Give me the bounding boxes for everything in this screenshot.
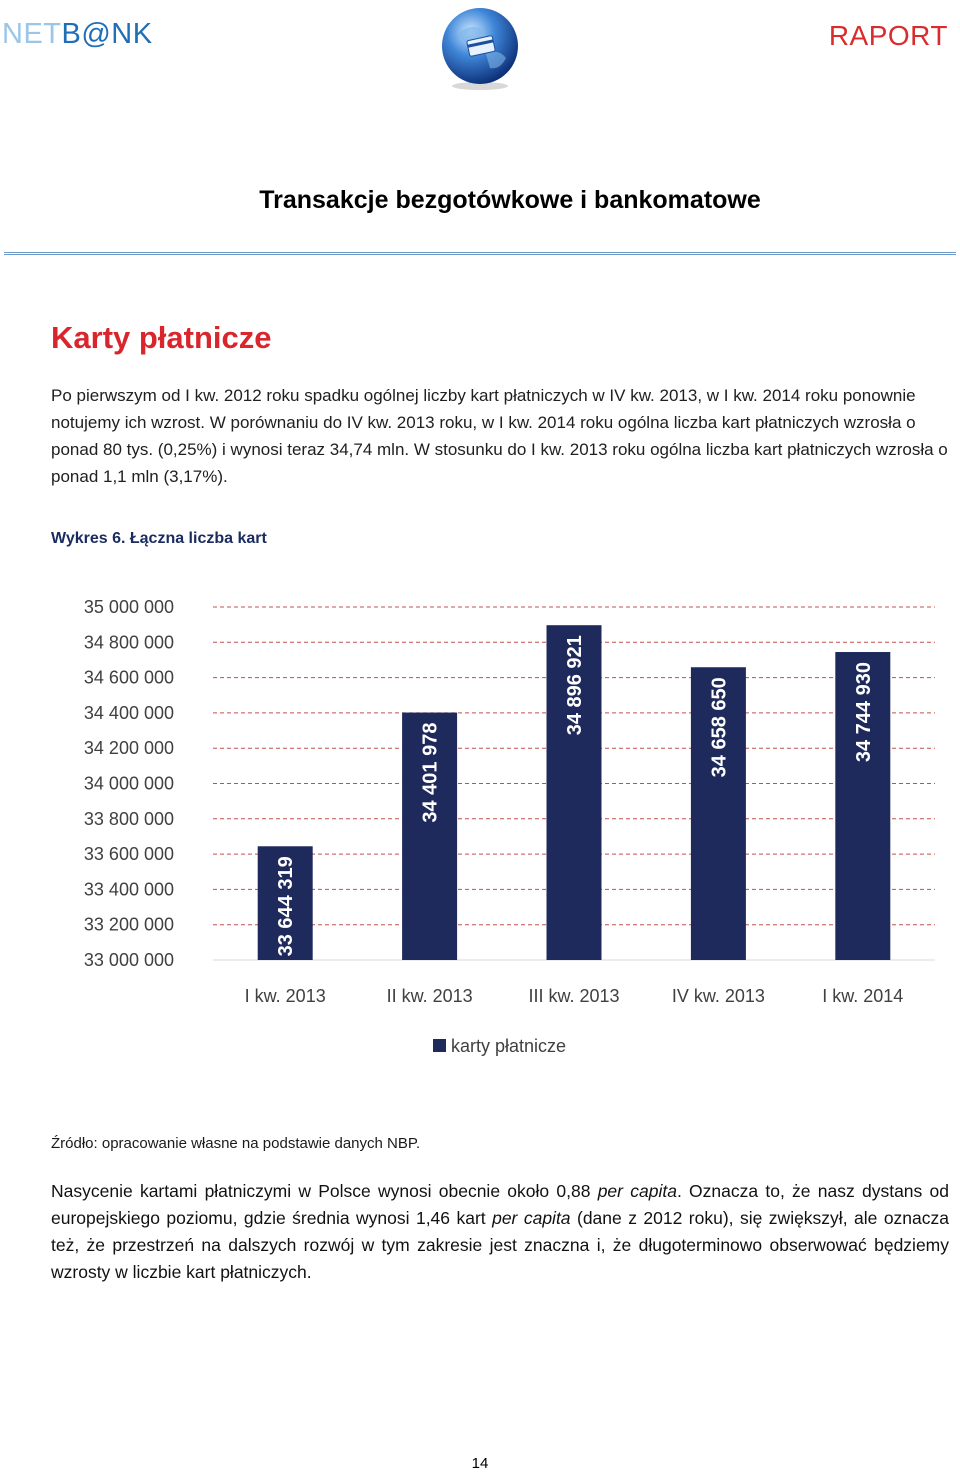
x-tick-label: I kw. 2014 — [822, 986, 904, 1006]
legend-label: karty płatnicze — [451, 1036, 567, 1056]
page-heading: Karty płatnicze — [51, 320, 272, 355]
report-label: RAPORT — [828, 20, 948, 51]
body-emphasis-2: per capita — [492, 1208, 571, 1228]
y-tick-label: 35 000 000 — [83, 597, 174, 617]
section-title: Transakcje bezgotówkowe i bankomatowe — [259, 186, 761, 214]
body-text-2: . Oznacza to, że nasz dystans od europejskiego poziomu, gdzie średnia wynosi 1,46 kart — [51, 1181, 950, 1228]
y-tick-label: 34 200 000 — [83, 738, 174, 759]
x-tick-label: III kw. 2013 — [528, 986, 620, 1006]
x-tick-label: II kw. 2013 — [386, 986, 473, 1006]
x-tick-label: I kw. 2013 — [244, 986, 326, 1006]
body-paragraph — [51, 1178, 949, 1286]
y-tick-label: 33 800 000 — [83, 808, 174, 829]
logo-part-net: NET — [2, 18, 62, 50]
page-number: 14 — [471, 1455, 489, 1472]
bar-chart — [0, 580, 960, 1080]
y-tick-label: 34 800 000 — [83, 632, 174, 653]
y-tick-label: 34 600 000 — [83, 667, 174, 688]
netbank-logo — [2, 18, 153, 51]
bar-value-label: 34 401 978 — [419, 722, 442, 823]
intro-paragraph: Po pierwszym od I kw. 2012 roku spadku ogólnej liczby kart płatniczych w IV kw. 2013, w I kw. 2014 roku ponownie notujemy ich wzrost. W porównaniu do IV kw. 2013 roku, w I kw. 2014 roku ogólna liczba kart płatniczych wzrosła o ponad 80 tys. (0,25%) i wynosi teraz 34,74 mln. W stosunku do I kw. 2013 roku ogólna liczba kart płatniczych wzrosła o ponad 1,1 mln (3,17%). — [51, 386, 948, 486]
legend-swatch — [433, 1039, 446, 1052]
bar-value-label: 34 744 930 — [852, 662, 875, 763]
header-divider — [4, 252, 956, 255]
source-note: Źródło: opracowanie własne na podstawie danych NBP. — [51, 1135, 421, 1152]
body-text-1: Nasycenie kartami płatniczymi w Polsce wynosi obecnie około 0,88 — [51, 1181, 598, 1201]
y-tick-label: 33 000 000 — [83, 950, 174, 970]
bar-value-label: 34 658 650 — [708, 677, 731, 778]
x-tick-label: IV kw. 2013 — [671, 986, 765, 1006]
y-tick-label: 34 000 000 — [83, 773, 174, 794]
bar-value-label: 34 896 921 — [564, 635, 586, 736]
y-tick-label: 33 400 000 — [83, 879, 174, 900]
globe-icon — [438, 4, 522, 92]
body-emphasis-1: per capita — [597, 1181, 677, 1201]
bar-value-label: 33 644 319 — [275, 856, 298, 957]
y-tick-label: 33 600 000 — [83, 844, 174, 865]
body-text-3: (dane z 2012 roku), się zwiększył, ale oznacza też, że przestrzeń na dalszych rozwój w tym zakresie jest znaczna i, że długoterminowo obserwować będziemy wzrosty w liczbie kart płatniczych. — [51, 1208, 949, 1282]
y-tick-label: 33 200 000 — [83, 914, 174, 935]
y-tick-label: 34 400 000 — [83, 702, 174, 723]
logo-part-bank: B@NK — [61, 18, 153, 50]
figure-caption: Wykres 6. Łączna liczba kart — [51, 530, 267, 547]
